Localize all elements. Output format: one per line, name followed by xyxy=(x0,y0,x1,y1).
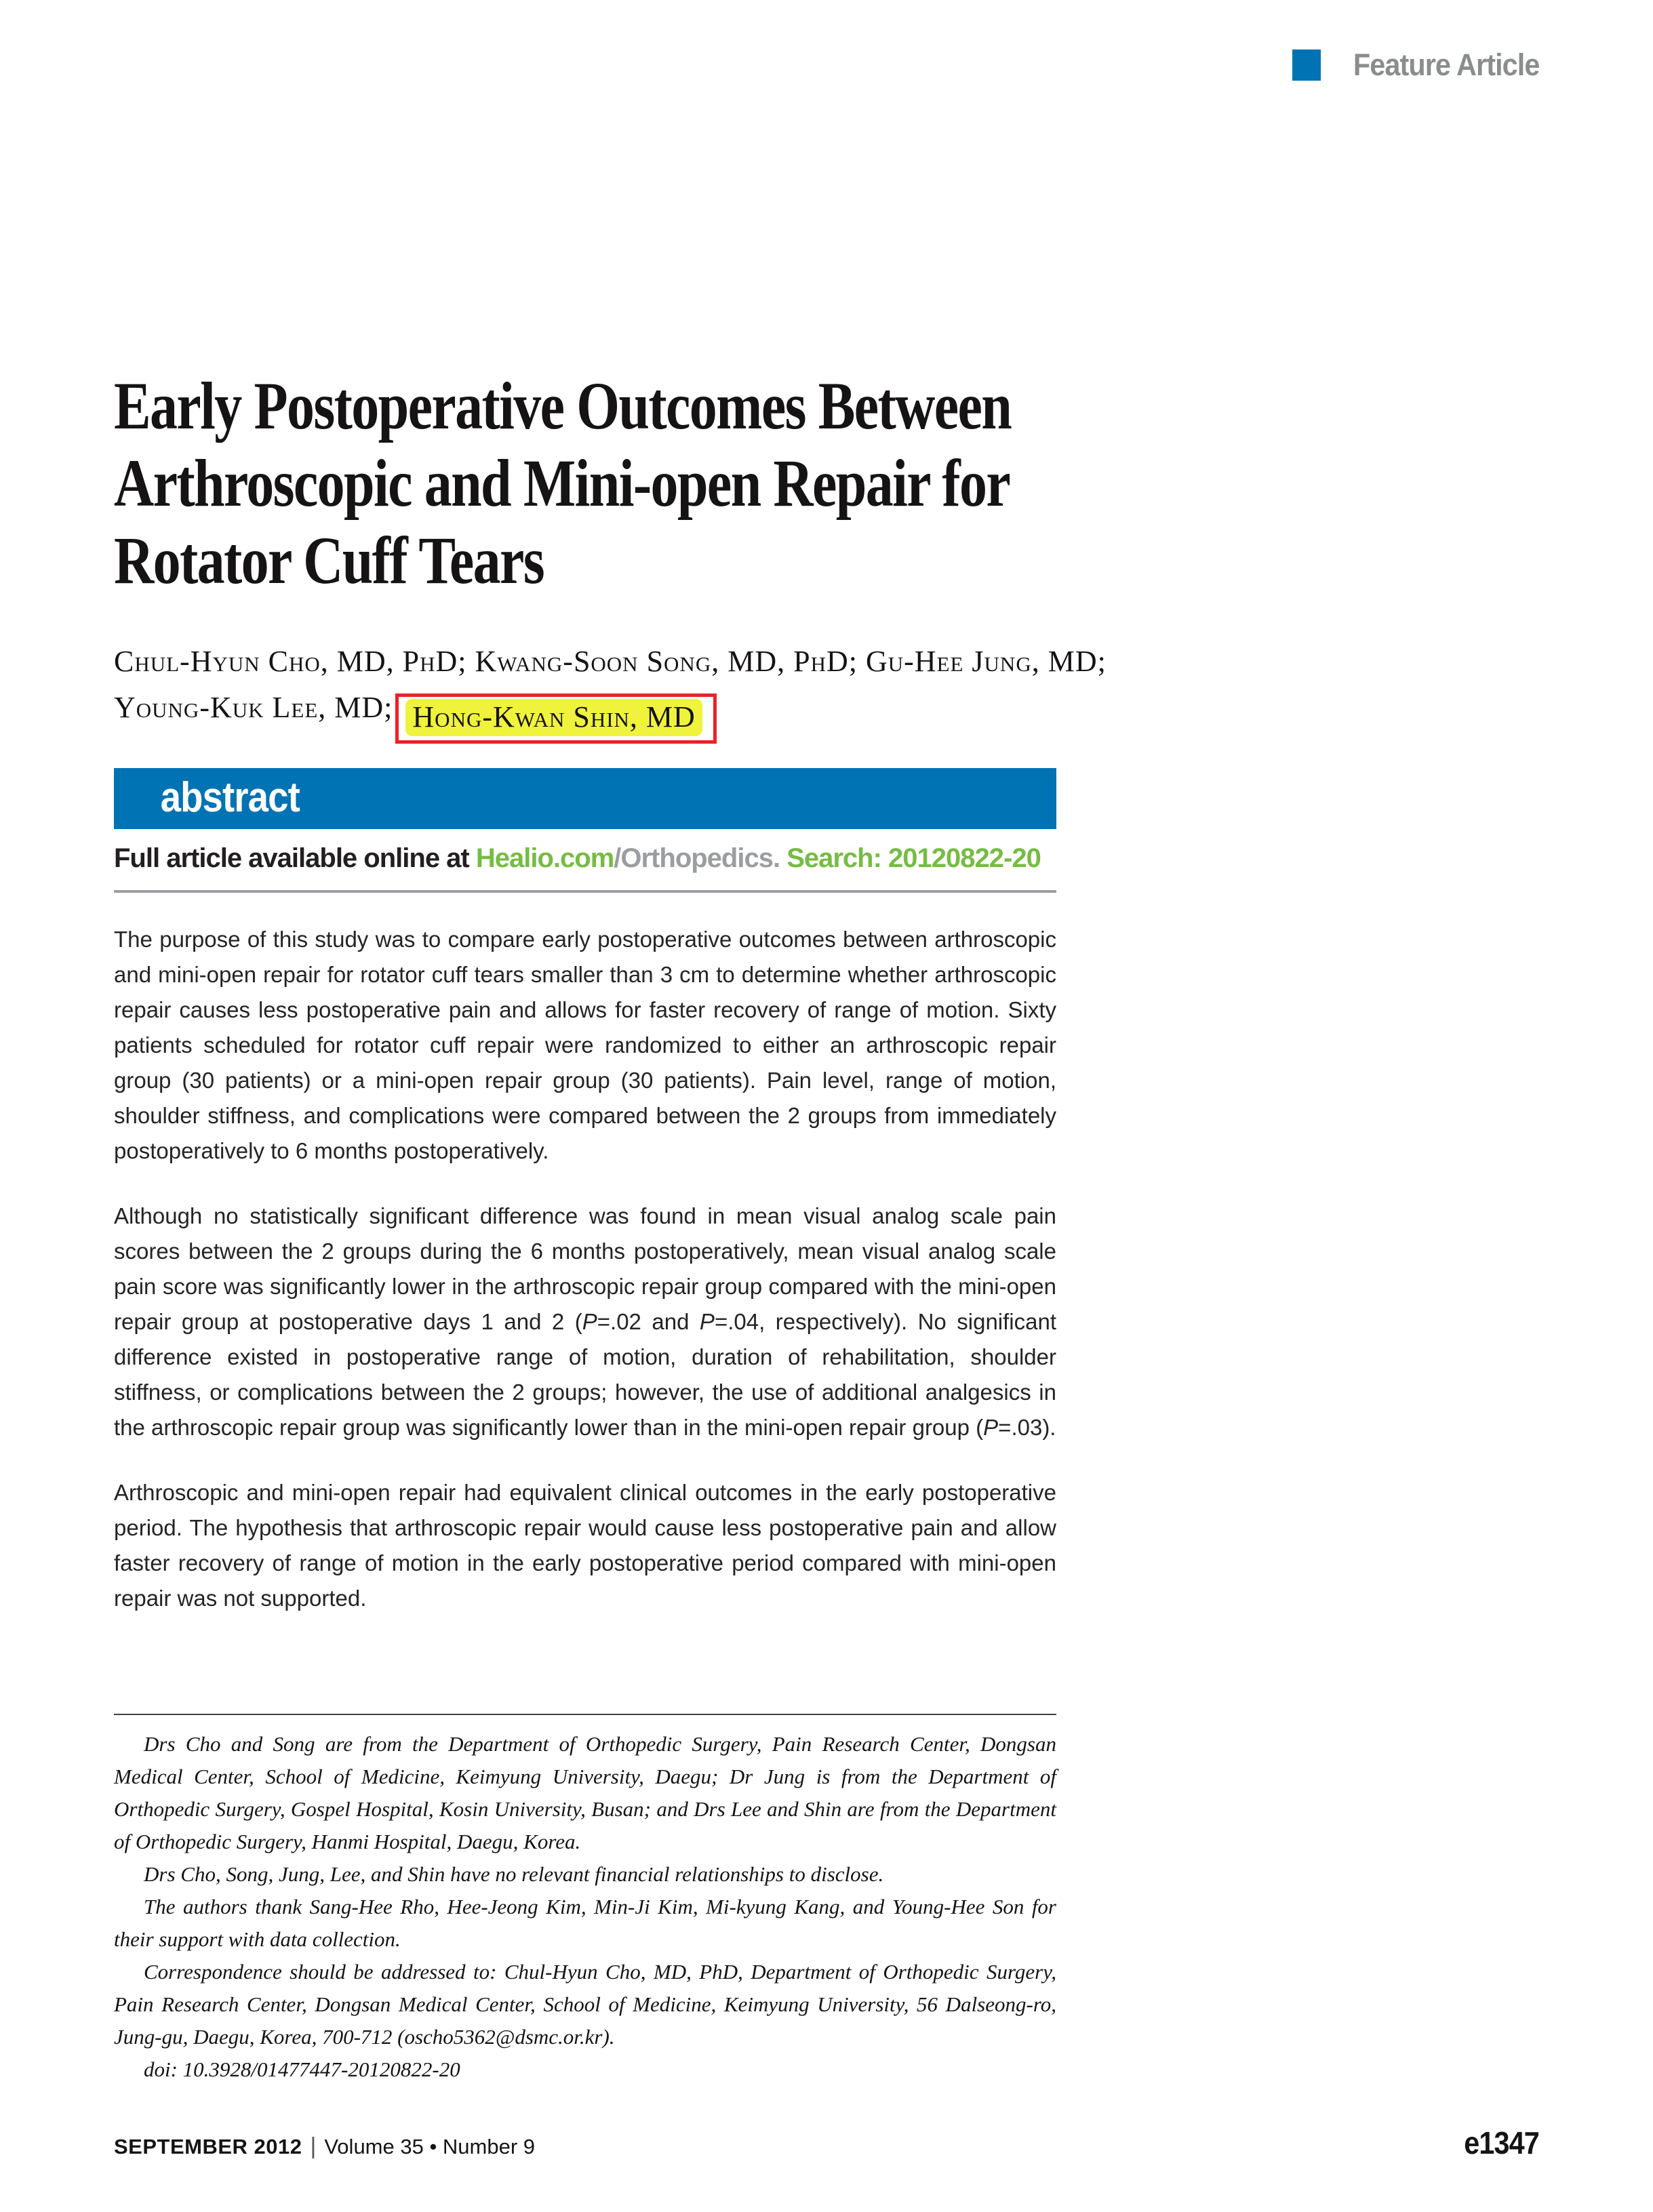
italic-p-value: P xyxy=(983,1415,999,1440)
article-title-line: Rotator Cuff Tears xyxy=(114,523,544,598)
footer-separator: | xyxy=(310,2133,317,2159)
article-title-line: Arthroscopic and Mini-open Repair for xyxy=(114,445,1010,521)
footnote-paragraph: doi: 10.3928/01477447-20120822-20 xyxy=(144,2057,460,2081)
abstract-body xyxy=(114,922,1056,1616)
abstract-paragraph xyxy=(114,1475,1056,1616)
abstract-text: =.04, respectively). No significant difference existed in postoperative range of motion, duration of rehabilitation, shoulder stiffness, or complications between the 2 groups; however, the use of additional analgesics in the arthroscopic repair group was significantly lower than in the mini-open repair group ( xyxy=(114,1309,1057,1440)
availability-line xyxy=(114,843,1041,874)
article-title xyxy=(114,367,1011,599)
availability-divider xyxy=(114,890,1056,893)
footnote-paragraph: Correspondence should be addressed to: Chul-Hyun Cho, MD, PhD, Department of Orthopedic Surgery, Pain Research Center, Dongsan Medical Center, School of Medicine, Keimyung University, 56 Dalseong-ro, Jung-gu, Daegu, Korea, 700-712 (oscho5362@dsmc.or.kr). xyxy=(114,1960,1056,2049)
orthopedics-path-text: /Orthopedics. xyxy=(614,843,780,873)
page-footer xyxy=(114,2125,1539,2161)
abstract-text: =.03). xyxy=(998,1415,1056,1440)
healio-site-text: Healio.com xyxy=(475,843,614,873)
abstract-paragraph xyxy=(114,922,1056,1169)
abstract-banner xyxy=(114,768,1056,829)
article-title-line: Early Postoperative Outcomes Between xyxy=(114,368,1012,443)
footnote-paragraph: The authors thank Sang-Hee Rho, Hee-Jeong Kim, Min-Ji Kim, Mi-kyung Kang, and Young-Hee Son for their support with data collection. xyxy=(114,1895,1056,1951)
issue-date: SEPTEMBER 2012 xyxy=(114,2135,302,2158)
abstract-text: Arthroscopic and mini-open repair had equivalent clinical outcomes in the early postoperative period. The hypothesis that arthroscopic repair would cause less postoperative pain and allow faster recovery of range of motion in the early postoperative period compared with mini-open repair was not supported. xyxy=(114,1480,1056,1611)
availability-prefix: Full article available online at xyxy=(114,843,476,873)
feature-article-tag xyxy=(1292,47,1539,83)
abstract-text: The purpose of this study was to compare early postoperative outcomes between arthroscopic and mini-open repair for rotator cuff tears smaller than 3 cm to determine whether arthroscopic repair causes less postoperative pain and allows for faster recovery of range of motion. Sixty patients scheduled for rotator cuff repair were randomized to either an arthroscopic repair group (30 patients) or a mini-open repair group (30 patients). Pain level, range of motion, shoulder stiffness, and complications were compared between the 2 groups from immediately postoperatively to 6 months postoperatively. xyxy=(114,927,1056,1163)
author-line-2 xyxy=(114,685,1107,744)
abstract-text: Although no statistically significant difference was found in mean visual analog scale pain scores between the 2 groups during the 6 months postoperatively, mean visual analog scale pain score was significantly lower in the arthroscopic repair group compared with the mini-open repair group at postoperative days 1 and 2 ( xyxy=(114,1203,1056,1334)
search-code-text: Search: 20120822-20 xyxy=(780,843,1041,873)
footnote-paragraph: Drs Cho, Song, Jung, Lee, and Shin have no relevant financial relationships to disclose. xyxy=(144,1862,884,1886)
blue-square-icon xyxy=(1292,49,1321,81)
highlighted-author: Hong-Kwan Shin, MD xyxy=(405,699,702,736)
footnote-paragraph: Drs Cho and Song are from the Department of Orthopedic Surgery, Pain Research Center, Dongsan Medical Center, School of Medicine, Keimyung University, Daegu; Dr Jung is from the Department of Orthopedic Surgery, Gospel Hospital, Kosin University, Busan; and Drs Lee and Shin are from the Department of Orthopedic Surgery, Hanmi Hospital, Daegu, Korea. xyxy=(114,1732,1056,1853)
author-list xyxy=(114,639,1107,744)
author-highlight-annotation[interactable] xyxy=(395,693,716,744)
page-number: e1347 xyxy=(1464,2125,1539,2160)
issue-info xyxy=(114,2133,535,2160)
author-line-1: Chul-Hyun Cho, MD, PhD; Kwang-Soon Song, MD, PhD; Gu-Hee Jung, MD; xyxy=(114,645,1107,678)
footnote-divider xyxy=(114,1714,1056,1715)
abstract-text: =.02 and xyxy=(597,1309,700,1334)
volume-number: Volume 35 • Number 9 xyxy=(324,2135,536,2158)
author-line-2-prefix: Young-Kuk Lee, MD; xyxy=(114,691,393,724)
feature-article-label: Feature Article xyxy=(1353,47,1539,82)
abstract-paragraph xyxy=(114,1199,1056,1445)
italic-p-value: P xyxy=(699,1309,715,1334)
abstract-banner-label: abstract xyxy=(160,774,300,821)
italic-p-value: P xyxy=(582,1309,597,1334)
footnotes xyxy=(114,1728,1056,2086)
